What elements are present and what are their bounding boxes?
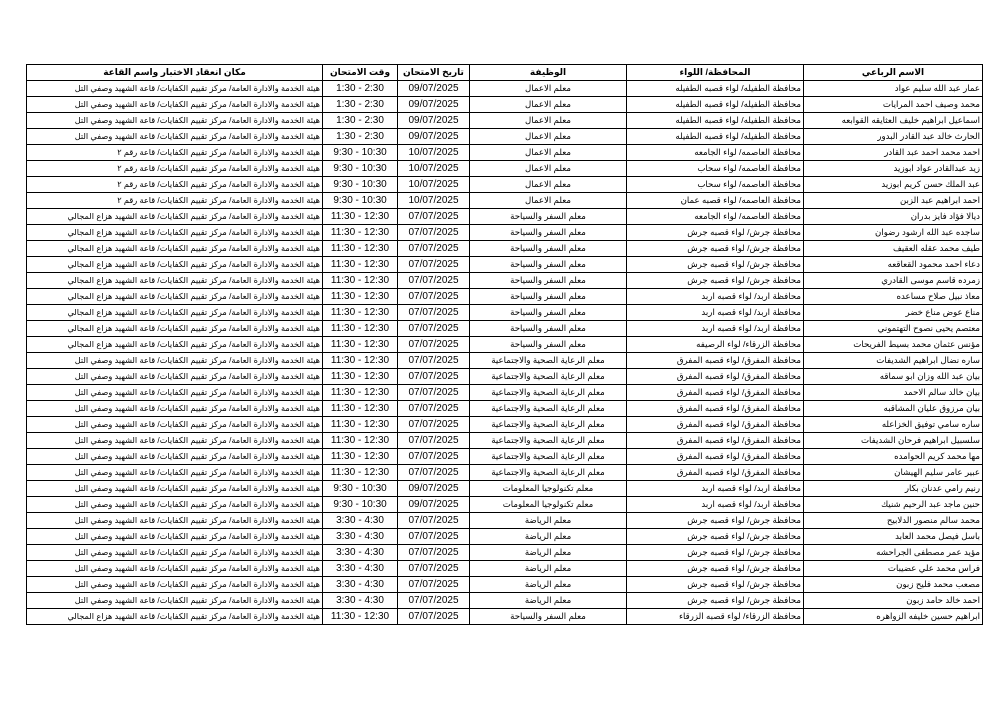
cell-job: معلم الرياضة [470,593,627,609]
cell-name: عبير عامر سليم الهيشان [804,465,983,481]
cell-governorate: محافظة جرش/ لواء قصبه جرش [627,241,804,257]
cell-time: 3:30 - 4:30 [323,593,398,609]
cell-place: هيئة الخدمة والادارة العامة/ مركز تقييم الكفايات/ قاعة الشهيد هزاع المجالي [27,289,323,305]
cell-place: هيئة الخدمة والادارة العامة/ مركز تقييم الكفايات/ قاعة الشهيد هزاع المجالي [27,257,323,273]
cell-place: هيئة الخدمة والادارة العامة/ مركز تقييم الكفايات/ قاعة الشهيد وصفي التل [27,465,323,481]
cell-place: هيئة الخدمة والادارة العامة/ مركز تقييم الكفايات/ قاعة الشهيد هزاع المجالي [27,321,323,337]
cell-job: معلم الاعمال [470,177,627,193]
cell-governorate: محافظة المفرق/ لواء قصبه المفرق [627,369,804,385]
cell-name: عمار عبد الله سليم عواد [804,81,983,97]
cell-governorate: محافظة العاصمه/ لواء الجامعه [627,209,804,225]
cell-date: 07/07/2025 [398,529,470,545]
cell-date: 07/07/2025 [398,401,470,417]
cell-governorate: محافظة اربد/ لواء قصبه اربد [627,305,804,321]
cell-time: 11:30 - 12:30 [323,433,398,449]
cell-date: 10/07/2025 [398,145,470,161]
cell-date: 09/07/2025 [398,497,470,513]
table-row [27,449,983,465]
cell-governorate: محافظة الطفيله/ لواء قصبه الطفيله [627,113,804,129]
table-row [27,161,983,177]
cell-governorate: محافظة العاصمه/ لواء سحاب [627,177,804,193]
cell-date: 07/07/2025 [398,545,470,561]
cell-place: هيئة الخدمة والادارة العامة/ مركز تقييم الكفايات/ قاعة رقم ٢ [27,193,323,209]
cell-date: 07/07/2025 [398,513,470,529]
table-row [27,401,983,417]
table-row [27,561,983,577]
cell-name: ساره سامي توفيق الخزاعله [804,417,983,433]
cell-place: هيئة الخدمة والادارة العامة/ مركز تقييم الكفايات/ قاعة الشهيد وصفي التل [27,497,323,513]
exam-schedule-table [26,64,983,625]
cell-time: 11:30 - 12:30 [323,225,398,241]
cell-job: معلم الاعمال [470,193,627,209]
cell-job: معلم الرياضة [470,545,627,561]
table-row [27,257,983,273]
cell-time: 11:30 - 12:30 [323,321,398,337]
cell-time: 11:30 - 12:30 [323,609,398,625]
cell-job: معلم السفر والسياحة [470,305,627,321]
cell-name: الحارث خالد عبد القادر البدور [804,129,983,145]
cell-place: هيئة الخدمة والادارة العامة/ مركز تقييم الكفايات/ قاعة الشهيد وصفي التل [27,129,323,145]
cell-time: 11:30 - 12:30 [323,449,398,465]
cell-date: 07/07/2025 [398,417,470,433]
table-body [27,81,983,625]
table-row [27,273,983,289]
cell-date: 10/07/2025 [398,177,470,193]
cell-date: 07/07/2025 [398,561,470,577]
header-job: الوظيفة [470,65,627,81]
cell-name: زيد عبدالقادر عواد ابوزيد [804,161,983,177]
header-date: تاريخ الامتحان [398,65,470,81]
cell-place: هيئة الخدمة والادارة العامة/ مركز تقييم الكفايات/ قاعة الشهيد وصفي التل [27,577,323,593]
cell-governorate: محافظة المفرق/ لواء قصبه المفرق [627,449,804,465]
table-row [27,593,983,609]
cell-place: هيئة الخدمة والادارة العامة/ مركز تقييم الكفايات/ قاعة الشهيد وصفي التل [27,385,323,401]
cell-name: معتصم يحيى نصوح التهتموني [804,321,983,337]
cell-governorate: محافظة المفرق/ لواء قصبه المفرق [627,385,804,401]
cell-date: 07/07/2025 [398,321,470,337]
table-row [27,577,983,593]
cell-place: هيئة الخدمة والادارة العامة/ مركز تقييم الكفايات/ قاعة الشهيد هزاع المجالي [27,305,323,321]
cell-job: معلم تكنولوجيا المعلومات [470,481,627,497]
cell-name: مؤيد عمر مصطفى الجراحشه [804,545,983,561]
cell-governorate: محافظة جرش/ لواء قصبه جرش [627,561,804,577]
cell-name: احمد خالد حامد زبون [804,593,983,609]
table-row [27,609,983,625]
cell-governorate: محافظة اربد/ لواء قصبه اربد [627,289,804,305]
table-header-row [27,65,983,81]
cell-job: معلم الرعاية الصحية والاجتماعية [470,401,627,417]
cell-time: 9:30 - 10:30 [323,497,398,513]
cell-job: معلم الرعاية الصحية والاجتماعية [470,465,627,481]
cell-job: معلم الرعاية الصحية والاجتماعية [470,433,627,449]
cell-name: ديالا فؤاد فايز بدران [804,209,983,225]
cell-governorate: محافظة الزرقاء/ لواء قصبه الزرقاء [627,609,804,625]
cell-job: معلم الرعاية الصحية والاجتماعية [470,417,627,433]
cell-job: معلم الرياضة [470,561,627,577]
cell-name: زمرده قاسم موسى القادري [804,273,983,289]
cell-governorate: محافظة اربد/ لواء قصبه اربد [627,497,804,513]
cell-place: هيئة الخدمة والادارة العامة/ مركز تقييم الكفايات/ قاعة الشهيد هزاع المجالي [27,337,323,353]
cell-time: 11:30 - 12:30 [323,337,398,353]
cell-place: هيئة الخدمة والادارة العامة/ مركز تقييم الكفايات/ قاعة رقم ٢ [27,161,323,177]
cell-job: معلم السفر والسياحة [470,241,627,257]
cell-time: 9:30 - 10:30 [323,193,398,209]
cell-job: معلم الرياضة [470,529,627,545]
cell-place: هيئة الخدمة والادارة العامة/ مركز تقييم الكفايات/ قاعة الشهيد هزاع المجالي [27,609,323,625]
table-row [27,513,983,529]
cell-governorate: محافظة جرش/ لواء قصبه جرش [627,577,804,593]
cell-date: 10/07/2025 [398,193,470,209]
cell-time: 3:30 - 4:30 [323,513,398,529]
cell-job: معلم الرياضة [470,513,627,529]
cell-place: هيئة الخدمة والادارة العامة/ مركز تقييم الكفايات/ قاعة الشهيد وصفي التل [27,353,323,369]
cell-governorate: محافظة جرش/ لواء قصبه جرش [627,513,804,529]
cell-name: مؤنس عثمان محمد بسيط الفريحات [804,337,983,353]
header-place: مكان انعقاد الاختبار واسم القاعة [27,65,323,81]
cell-date: 09/07/2025 [398,97,470,113]
cell-date: 07/07/2025 [398,337,470,353]
cell-governorate: محافظة جرش/ لواء قصبه جرش [627,225,804,241]
cell-name: بيان مرزوق عليان المشاقبه [804,401,983,417]
cell-job: معلم تكنولوجيا المعلومات [470,497,627,513]
cell-place: هيئة الخدمة والادارة العامة/ مركز تقييم الكفايات/ قاعة الشهيد وصفي التل [27,545,323,561]
cell-job: معلم الرياضة [470,577,627,593]
table-row [27,321,983,337]
cell-date: 07/07/2025 [398,385,470,401]
cell-time: 11:30 - 12:30 [323,289,398,305]
table-row [27,433,983,449]
cell-name: احمد محمد احمد عبد القادر [804,145,983,161]
cell-name: فراس محمد علي عضيبات [804,561,983,577]
table-row [27,497,983,513]
cell-job: معلم السفر والسياحة [470,209,627,225]
table-row [27,97,983,113]
cell-governorate: محافظة المفرق/ لواء قصبه المفرق [627,401,804,417]
cell-time: 11:30 - 12:30 [323,385,398,401]
cell-place: هيئة الخدمة والادارة العامة/ مركز تقييم الكفايات/ قاعة الشهيد وصفي التل [27,401,323,417]
cell-time: 1:30 - 2:30 [323,97,398,113]
cell-name: مصعب محمد فليح زبون [804,577,983,593]
cell-date: 07/07/2025 [398,353,470,369]
cell-name: اسماعيل ابراهيم خليف العثايقه القوابعه [804,113,983,129]
cell-time: 1:30 - 2:30 [323,129,398,145]
cell-governorate: محافظة العاصمه/ لواء سحاب [627,161,804,177]
cell-name: سلسبيل ابراهيم فرحان الشديفات [804,433,983,449]
cell-date: 07/07/2025 [398,241,470,257]
cell-time: 11:30 - 12:30 [323,241,398,257]
cell-place: هيئة الخدمة والادارة العامة/ مركز تقييم الكفايات/ قاعة الشهيد وصفي التل [27,561,323,577]
cell-date: 09/07/2025 [398,481,470,497]
table-row [27,417,983,433]
table-row [27,145,983,161]
cell-place: هيئة الخدمة والادارة العامة/ مركز تقييم الكفايات/ قاعة الشهيد وصفي التل [27,81,323,97]
cell-place: هيئة الخدمة والادارة العامة/ مركز تقييم الكفايات/ قاعة الشهيد وصفي التل [27,369,323,385]
cell-time: 11:30 - 12:30 [323,465,398,481]
cell-time: 3:30 - 4:30 [323,561,398,577]
cell-place: هيئة الخدمة والادارة العامة/ مركز تقييم الكفايات/ قاعة الشهيد هزاع المجالي [27,273,323,289]
cell-name: محمد وصيف احمد المرايات [804,97,983,113]
table-row [27,241,983,257]
table-row [27,305,983,321]
cell-date: 07/07/2025 [398,449,470,465]
cell-name: بيان خالد سالم الاحمد [804,385,983,401]
cell-place: هيئة الخدمة والادارة العامة/ مركز تقييم الكفايات/ قاعة الشهيد وصفي التل [27,433,323,449]
cell-time: 11:30 - 12:30 [323,417,398,433]
cell-place: هيئة الخدمة والادارة العامة/ مركز تقييم الكفايات/ قاعة الشهيد هزاع المجالي [27,209,323,225]
cell-job: معلم السفر والسياحة [470,289,627,305]
cell-name: رنيم رامي عدنان بكار [804,481,983,497]
cell-name: ساره نضال ابراهيم الشديفات [804,353,983,369]
cell-name: مها محمد كريم الحوامده [804,449,983,465]
table-row [27,289,983,305]
table-row [27,225,983,241]
exam-schedule-sheet [26,64,983,625]
cell-date: 07/07/2025 [398,289,470,305]
cell-name: طيف محمد عقله العقيف [804,241,983,257]
cell-time: 11:30 - 12:30 [323,257,398,273]
cell-place: هيئة الخدمة والادارة العامة/ مركز تقييم الكفايات/ قاعة الشهيد هزاع المجالي [27,241,323,257]
cell-job: معلم الرعاية الصحية والاجتماعية [470,385,627,401]
cell-date: 07/07/2025 [398,433,470,449]
cell-job: معلم الرعاية الصحية والاجتماعية [470,353,627,369]
cell-time: 9:30 - 10:30 [323,177,398,193]
table-row [27,193,983,209]
cell-date: 07/07/2025 [398,593,470,609]
cell-date: 09/07/2025 [398,129,470,145]
header-governorate: المحافظة/ اللواء [627,65,804,81]
cell-governorate: محافظة المفرق/ لواء قصبه المفرق [627,433,804,449]
cell-date: 07/07/2025 [398,465,470,481]
cell-governorate: محافظة جرش/ لواء قصبه جرش [627,593,804,609]
cell-governorate: محافظة اربد/ لواء قصبه اربد [627,481,804,497]
cell-time: 11:30 - 12:30 [323,209,398,225]
header-time: وقت الامتحان [323,65,398,81]
cell-time: 9:30 - 10:30 [323,481,398,497]
cell-job: معلم الاعمال [470,97,627,113]
cell-date: 09/07/2025 [398,113,470,129]
cell-name: دعاء احمد محمود القعاقعه [804,257,983,273]
cell-governorate: محافظة اربد/ لواء قصبه اربد [627,321,804,337]
table-row [27,337,983,353]
cell-governorate: محافظة جرش/ لواء قصبه جرش [627,529,804,545]
cell-place: هيئة الخدمة والادارة العامة/ مركز تقييم الكفايات/ قاعة الشهيد وصفي التل [27,513,323,529]
table-row [27,209,983,225]
cell-governorate: محافظة العاصمه/ لواء قصبه عمان [627,193,804,209]
cell-name: حنين ماجد عبد الرحيم شنيك [804,497,983,513]
cell-time: 9:30 - 10:30 [323,145,398,161]
cell-job: معلم الاعمال [470,129,627,145]
cell-governorate: محافظة المفرق/ لواء قصبه المفرق [627,465,804,481]
table-row [27,129,983,145]
table-row [27,177,983,193]
cell-date: 07/07/2025 [398,609,470,625]
cell-time: 3:30 - 4:30 [323,545,398,561]
cell-time: 1:30 - 2:30 [323,113,398,129]
cell-date: 10/07/2025 [398,161,470,177]
cell-job: معلم الاعمال [470,113,627,129]
cell-governorate: محافظة الطفيله/ لواء قصبه الطفيله [627,129,804,145]
cell-date: 07/07/2025 [398,273,470,289]
cell-time: 11:30 - 12:30 [323,369,398,385]
cell-date: 07/07/2025 [398,225,470,241]
cell-place: هيئة الخدمة والادارة العامة/ مركز تقييم الكفايات/ قاعة الشهيد وصفي التل [27,593,323,609]
table-row [27,545,983,561]
cell-governorate: محافظة الزرقاء/ لواء الرصيفه [627,337,804,353]
table-row [27,353,983,369]
cell-time: 11:30 - 12:30 [323,401,398,417]
cell-name: باسل فيصل محمد العابد [804,529,983,545]
cell-governorate: محافظة جرش/ لواء قصبه جرش [627,273,804,289]
cell-name: بيان عبد الله وزان ابو سماقه [804,369,983,385]
cell-job: معلم الاعمال [470,161,627,177]
cell-date: 07/07/2025 [398,369,470,385]
cell-name: محمد سالم منصور الدلابيح [804,513,983,529]
cell-time: 9:30 - 10:30 [323,161,398,177]
cell-time: 11:30 - 12:30 [323,305,398,321]
cell-governorate: محافظة العاصمه/ لواء الجامعه [627,145,804,161]
cell-place: هيئة الخدمة والادارة العامة/ مركز تقييم الكفايات/ قاعة الشهيد وصفي التل [27,417,323,433]
cell-job: معلم السفر والسياحة [470,273,627,289]
cell-place: هيئة الخدمة والادارة العامة/ مركز تقييم الكفايات/ قاعة الشهيد وصفي التل [27,481,323,497]
cell-time: 3:30 - 4:30 [323,529,398,545]
cell-place: هيئة الخدمة والادارة العامة/ مركز تقييم الكفايات/ قاعة الشهيد وصفي التل [27,529,323,545]
cell-job: معلم السفر والسياحة [470,321,627,337]
table-row [27,529,983,545]
cell-name: ابراهيم حسين خليفه الزواهره [804,609,983,625]
cell-job: معلم السفر والسياحة [470,609,627,625]
cell-date: 07/07/2025 [398,209,470,225]
cell-name: ساجده عبد الله ارشود رضوان [804,225,983,241]
cell-date: 09/07/2025 [398,81,470,97]
cell-time: 11:30 - 12:30 [323,353,398,369]
cell-place: هيئة الخدمة والادارة العامة/ مركز تقييم الكفايات/ قاعة رقم ٢ [27,177,323,193]
cell-place: هيئة الخدمة والادارة العامة/ مركز تقييم الكفايات/ قاعة الشهيد وصفي التل [27,97,323,113]
cell-date: 07/07/2025 [398,305,470,321]
cell-governorate: محافظة الطفيله/ لواء قصبه الطفيله [627,81,804,97]
cell-name: عبد الملك حسن كريم ابوزيد [804,177,983,193]
cell-place: هيئة الخدمة والادارة العامة/ مركز تقييم الكفايات/ قاعة الشهيد وصفي التل [27,449,323,465]
cell-job: معلم السفر والسياحة [470,225,627,241]
cell-governorate: محافظة الطفيله/ لواء قصبه الطفيله [627,97,804,113]
cell-place: هيئة الخدمة والادارة العامة/ مركز تقييم الكفايات/ قاعة الشهيد هزاع المجالي [27,225,323,241]
cell-time: 3:30 - 4:30 [323,577,398,593]
table-row [27,113,983,129]
table-row [27,81,983,97]
cell-job: معلم الرعاية الصحية والاجتماعية [470,449,627,465]
cell-job: معلم الرعاية الصحية والاجتماعية [470,369,627,385]
cell-job: معلم الاعمال [470,81,627,97]
table-row [27,465,983,481]
table-row [27,385,983,401]
cell-governorate: محافظة المفرق/ لواء قصبه المفرق [627,417,804,433]
cell-job: معلم السفر والسياحة [470,257,627,273]
cell-name: احمد ابراهيم عبد الزبن [804,193,983,209]
cell-name: مناع عوض مناع خضر [804,305,983,321]
cell-date: 07/07/2025 [398,577,470,593]
cell-governorate: محافظة المفرق/ لواء قصبه المفرق [627,353,804,369]
header-name: الاسم الرباعي [804,65,983,81]
cell-job: معلم السفر والسياحة [470,337,627,353]
table-row [27,481,983,497]
cell-governorate: محافظة جرش/ لواء قصبه جرش [627,257,804,273]
cell-time: 11:30 - 12:30 [323,273,398,289]
cell-place: هيئة الخدمة والادارة العامة/ مركز تقييم الكفايات/ قاعة رقم ٢ [27,145,323,161]
cell-time: 1:30 - 2:30 [323,81,398,97]
table-row [27,369,983,385]
cell-governorate: محافظة جرش/ لواء قصبه جرش [627,545,804,561]
cell-date: 07/07/2025 [398,257,470,273]
cell-job: معلم الاعمال [470,145,627,161]
cell-name: معاذ نبيل صلاح مساعده [804,289,983,305]
cell-place: هيئة الخدمة والادارة العامة/ مركز تقييم الكفايات/ قاعة الشهيد وصفي التل [27,113,323,129]
